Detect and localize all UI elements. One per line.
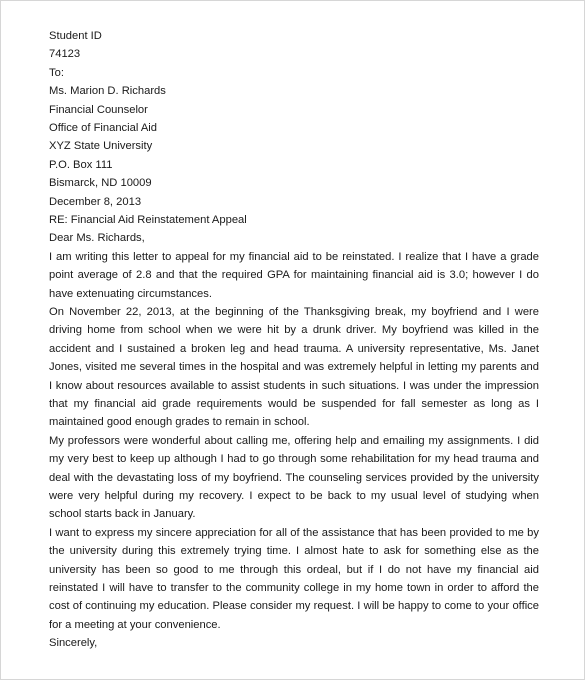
letter-subject: RE: Financial Aid Reinstatement Appeal — [49, 213, 247, 226]
sign-off: Sincerely, — [49, 637, 98, 650]
recipient-office: Office of Financial Aid — [49, 121, 157, 134]
body-paragraph: My professors were wonderful about calling me, offering help and emailing my assignments. I did my very best to keep up although I had to go through some rehabilitation for my head trauma and deal with the devastating loss of my boyfriend. The counseling services provided by the university were very helpful during my recovery. I expect to be back to my usual level of studying when school starts back in January. — [49, 434, 539, 521]
recipient-name: Ms. Marion D. Richards — [49, 85, 166, 98]
body-paragraph: I want to express my sincere appreciation for all of the assistance that has been provided to me by the university during this extremely trying time. I almost hate to ask for something else as the university has been so good to me through this ordeal, but if I do not have my financial aid reinstated I will have to transfer to the community college in my home town in order to afford the cost of continuing my education. Please consider my request. I will be happy to come to your office for a meeting at your convenience. — [49, 526, 539, 631]
body-paragraph: I am writing this letter to appeal for my financial aid to be reinstated. I realize that I have a grade point average of 2.8 and that the required GPA for maintaining financial aid is 3.0; however I do have extenuating circumstances. — [49, 250, 539, 300]
recipient-university: XYZ State University — [49, 140, 153, 153]
to-label: To: — [49, 66, 64, 79]
student-id-value: 74123 — [49, 48, 81, 61]
recipient-city-state-zip: Bismarck, ND 10009 — [49, 177, 152, 190]
salutation: Dear Ms. Richards, — [49, 232, 145, 245]
letter-body — [49, 27, 539, 653]
recipient-po-box: P.O. Box 111 — [49, 158, 113, 171]
recipient-title: Financial Counselor — [49, 103, 148, 116]
student-id-label: Student ID — [49, 30, 102, 42]
body-paragraph: On November 22, 2013, at the beginning of the Thanksgiving break, my boyfriend and I were driving home from school when we were hit by a drunk driver. My boyfriend was killed in the accident and I sustained a broken leg and head trauma. A university representative, Ms. Janet Jones, visited me several times in the hospital and was extremely helpful in letting my parents and I know about resources available to assist students in such situations. I was under the impression that my financial aid grade requirements would be suspended for fall semester as long as I maintained good enough grades to remain in school. — [49, 305, 539, 429]
letter-date: December 8, 2013 — [49, 195, 142, 208]
